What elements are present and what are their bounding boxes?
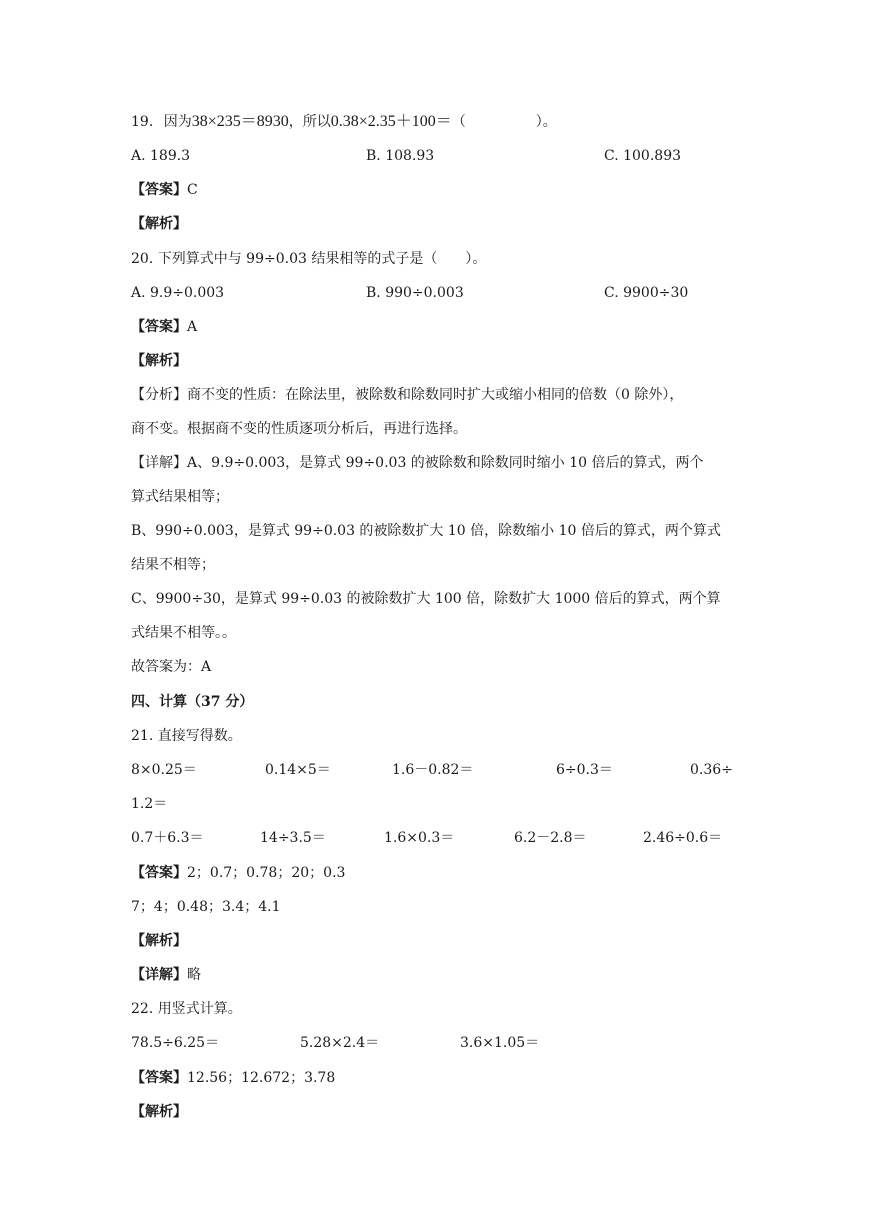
section-4-title: 四、计算（37 分） xyxy=(131,694,254,710)
q20-analysis-line: 【详解】A、9.9÷0.003，是算式 99÷0.03 的被除数和除数同时缩小 10 倍后的算式，两个 xyxy=(131,455,704,471)
q19-stem-b: ，所以 xyxy=(288,114,331,130)
q21-detail-label: 【详解】 xyxy=(131,967,187,983)
q21-problem-wrap: 1.2＝ xyxy=(131,796,168,812)
q22-stem: 22. 用竖式计算。 xyxy=(131,1001,242,1017)
q21-stem: 21. 直接写得数。 xyxy=(131,728,242,744)
q20-analysis-line: 式结果不相等。。 xyxy=(131,625,236,641)
q21-answer-label: 【答案】 xyxy=(131,865,187,881)
q21-answer xyxy=(131,863,345,883)
q20-analysis-line: 商不变。根据商不变的性质逐项分析后，再进行选择。 xyxy=(131,421,467,437)
q20-analysis-line: 结果不相等； xyxy=(131,557,215,573)
q20-analysis-line: B、990÷0.003，是算式 99÷0.03 的被除数扩大 10 倍，除数缩小 10 倍后的算式，两个算式 xyxy=(131,523,721,539)
q22-problem: 3.6×1.05＝ xyxy=(460,1035,540,1051)
q19-stem xyxy=(131,112,557,132)
q19-answer-value: C xyxy=(187,182,198,198)
q21-problem: 6.2－2.8＝ xyxy=(514,830,587,846)
q21-detail xyxy=(131,965,201,985)
q19-option-a: A. 189.3 xyxy=(131,148,191,164)
q19-answer xyxy=(131,180,198,200)
q19-number: 19. xyxy=(131,114,154,130)
q19-math-a: 38×235＝8930 xyxy=(191,113,289,130)
q21-problem: 8×0.25＝ xyxy=(131,762,197,778)
q20-analysis-line: 【分析】商不变的性质：在除法里，被除数和除数同时扩大或缩小相同的倍数（0 除外）， xyxy=(131,387,684,403)
q20-answer xyxy=(131,317,197,337)
q22-analysis-label: 【解析】 xyxy=(131,1104,187,1120)
q21-problem: 1.6×0.3＝ xyxy=(384,830,455,846)
q21-problem: 0.36÷ xyxy=(690,762,733,778)
q22-answer-label: 【答案】 xyxy=(131,1070,187,1086)
q21-problem: 14÷3.5＝ xyxy=(260,830,326,846)
q20-answer-label: 【答案】 xyxy=(131,319,187,335)
q19-stem-c: （ ）。 xyxy=(451,114,557,130)
q19-analysis-label: 【解析】 xyxy=(131,216,187,232)
q20-option-b: B. 990÷0.003 xyxy=(366,285,464,301)
q21-analysis-label: 【解析】 xyxy=(131,933,187,949)
q21-answer-line1: 2；0.7；0.78；20；0.3 xyxy=(187,865,346,881)
q20-option-a: A. 9.9÷0.003 xyxy=(131,285,225,301)
q20-option-c: C. 9900÷30 xyxy=(604,285,689,301)
q20-analysis-label: 【解析】 xyxy=(131,353,187,369)
q21-problem: 6÷0.3＝ xyxy=(556,762,613,778)
q21-problem: 1.6－0.82＝ xyxy=(392,762,474,778)
q21-problem: 0.7＋6.3＝ xyxy=(131,830,204,846)
q19-option-c: C. 100.893 xyxy=(604,148,682,164)
q19-math-b: 0.38×2.35＋100＝ xyxy=(330,113,452,130)
q20-analysis-line: 算式结果相等； xyxy=(131,489,229,505)
q21-problem: 0.14×5＝ xyxy=(265,762,331,778)
q22-answer-value: 12.56；12.672；3.78 xyxy=(187,1070,336,1086)
q19-answer-label: 【答案】 xyxy=(131,182,187,198)
q21-problem: 2.46÷0.6＝ xyxy=(643,830,723,846)
q20-stem: 20. 下列算式中与 99÷0.03 结果相等的式子是（ ）。 xyxy=(131,251,487,267)
q21-answer-line2: 7；4；0.48；3.4；4.1 xyxy=(131,899,281,915)
q20-conclusion: 故答案为：A xyxy=(131,659,212,675)
q20-analysis-line: C、9900÷30，是算式 99÷0.03 的被除数扩大 100 倍，除数扩大 1000 倍后的算式，两个算 xyxy=(131,591,721,607)
q22-problem: 5.28×2.4＝ xyxy=(300,1035,380,1051)
q19-option-b: B. 108.93 xyxy=(366,148,435,164)
q21-detail-text: 略 xyxy=(187,967,201,983)
q22-problem: 78.5÷6.25＝ xyxy=(131,1035,220,1051)
q19-stem-a: 因为 xyxy=(163,114,192,130)
q22-answer xyxy=(131,1068,335,1088)
q20-answer-value: A xyxy=(187,319,198,335)
